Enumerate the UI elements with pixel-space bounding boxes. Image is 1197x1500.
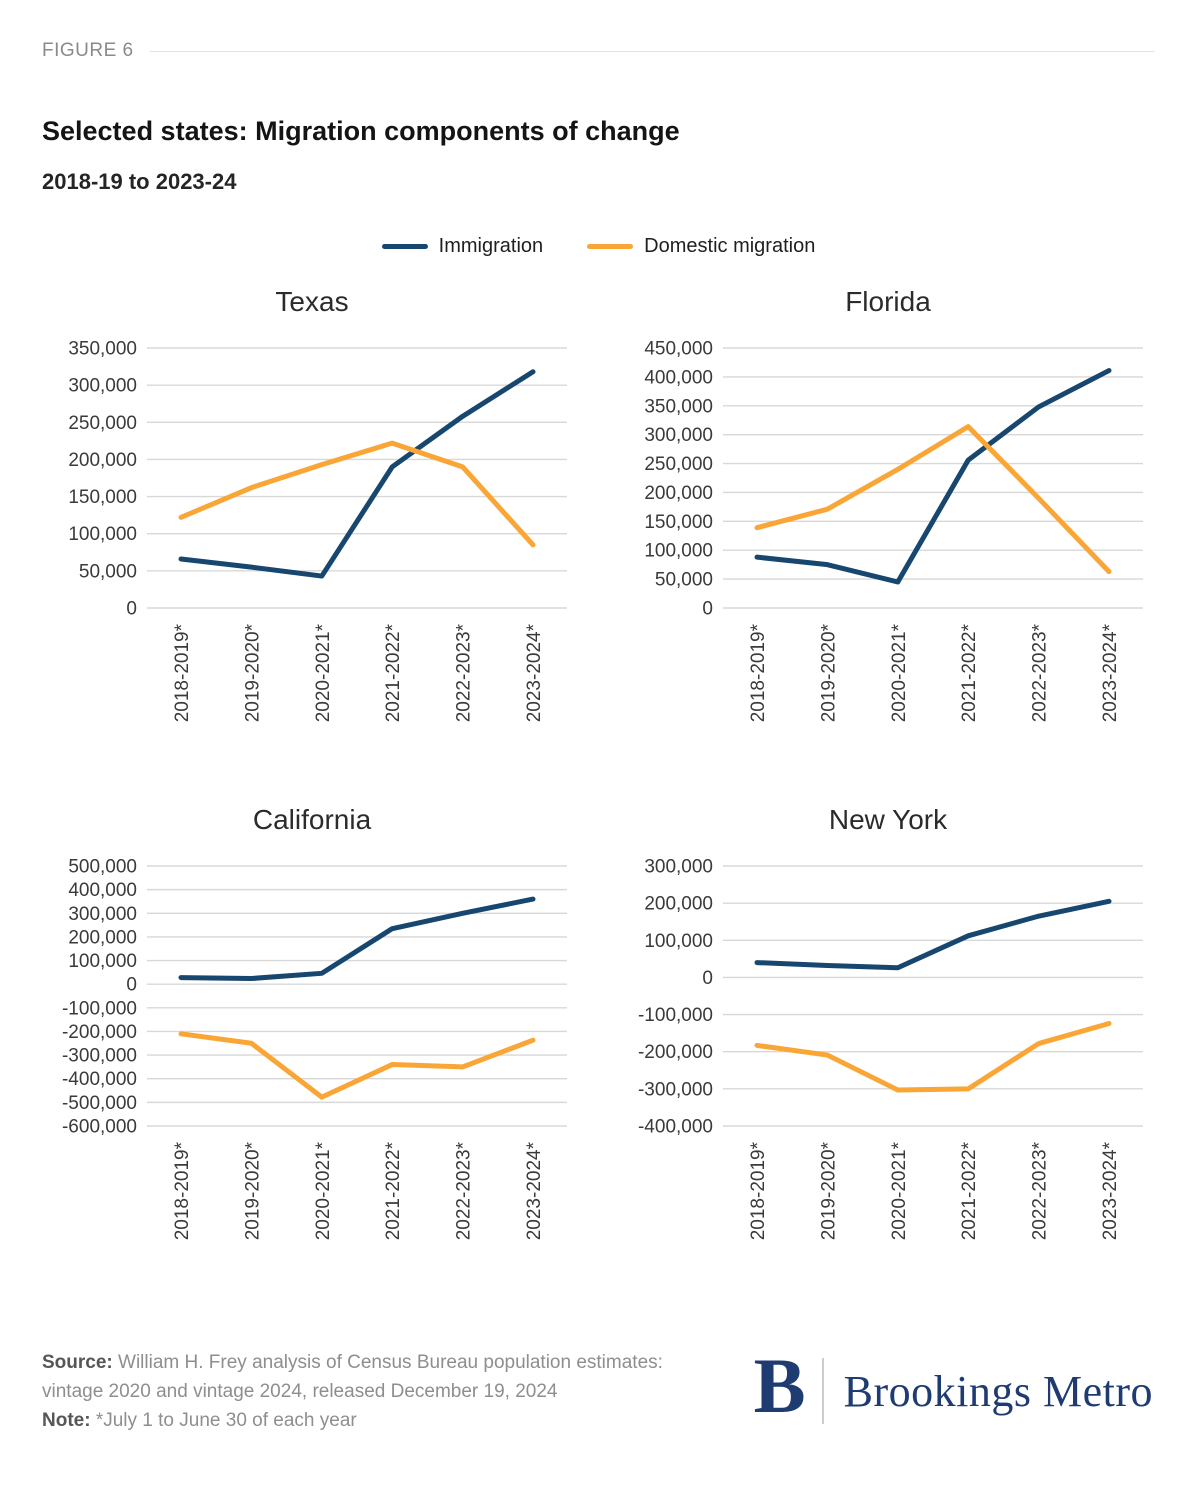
x-tick-label: 2020-2021* <box>312 1142 334 1241</box>
y-tick-label: -300,000 <box>637 1079 713 1101</box>
x-tick-label: 2022-2023* <box>1029 1142 1051 1241</box>
series-line-immigration <box>181 899 533 978</box>
series-line-domestic-migration <box>181 1034 533 1097</box>
line-chart-florida <box>618 334 1158 738</box>
y-tick-label: 200,000 <box>68 449 137 471</box>
x-tick-label: 2021-2022* <box>383 1142 405 1241</box>
chart-california <box>42 804 582 1256</box>
y-tick-label: -200,000 <box>637 1042 713 1064</box>
y-tick-label: 250,000 <box>644 454 713 476</box>
chart-florida <box>618 286 1158 738</box>
y-tick-label: 300,000 <box>68 375 137 397</box>
series-line-domestic-migration <box>181 443 533 545</box>
x-tick-label: 2020-2021* <box>312 624 334 723</box>
y-tick-label: 0 <box>702 598 713 620</box>
chart-texas <box>42 286 582 738</box>
y-tick-label: 100,000 <box>68 524 137 546</box>
y-tick-label: 250,000 <box>68 412 137 434</box>
x-tick-label: 2019-2020* <box>242 1142 264 1241</box>
y-tick-label: 300,000 <box>644 425 713 447</box>
series-line-domestic-migration <box>757 1023 1109 1089</box>
page-subtitle: 2018-19 to 2023-24 <box>42 169 237 194</box>
figure-label: FIGURE 6 <box>42 40 134 61</box>
x-tick-label: 2022-2023* <box>453 1142 475 1241</box>
y-tick-label: 400,000 <box>68 880 137 902</box>
logo-divider <box>822 1358 824 1424</box>
chart-title-texas: Texas <box>275 286 349 317</box>
y-tick-label: 450,000 <box>644 338 713 360</box>
chart-title-california: California <box>252 804 372 835</box>
y-tick-label: 200,000 <box>68 927 137 949</box>
x-tick-label: 2018-2019* <box>172 624 193 723</box>
source-text: William H. Frey analysis of Census Bureau population estimates: vintage 2020 and vintage 2024, released December 19, 2024 <box>42 1352 663 1402</box>
y-tick-label: 50,000 <box>654 569 713 591</box>
x-tick-label: 2023-2024* <box>1100 624 1121 723</box>
y-tick-label: 300,000 <box>68 903 137 925</box>
y-tick-label: 350,000 <box>644 396 713 418</box>
y-tick-label: 100,000 <box>68 951 137 973</box>
header-divider <box>150 51 1155 52</box>
y-tick-label: -500,000 <box>61 1092 137 1114</box>
series-line-immigration <box>181 372 533 576</box>
x-tick-label: 2018-2019* <box>748 624 769 723</box>
legend-label-immigration: Immigration <box>438 235 544 257</box>
legend-item-immigration <box>382 235 543 258</box>
legend-label-domestic-migration: Domestic migration <box>644 235 816 257</box>
y-tick-label: 0 <box>126 598 137 620</box>
line-chart-new-york <box>618 852 1158 1256</box>
y-tick-label: 150,000 <box>68 487 137 509</box>
y-tick-label: -100,000 <box>637 1005 713 1027</box>
brookings-metro-logo <box>753 1342 1153 1429</box>
x-tick-label: 2018-2019* <box>748 1142 769 1241</box>
source-notes <box>42 1348 722 1435</box>
x-tick-label: 2021-2022* <box>959 624 981 723</box>
note-label: Note: <box>42 1410 91 1431</box>
legend-item-domestic-migration <box>587 235 815 258</box>
chart-title-florida: Florida <box>845 286 931 317</box>
charts-grid <box>42 286 1155 1256</box>
x-tick-label: 2018-2019* <box>172 1142 193 1241</box>
figure-label-row <box>42 40 1155 62</box>
y-tick-label: 500,000 <box>68 856 137 878</box>
y-tick-label: -600,000 <box>61 1116 137 1138</box>
chart-new-york <box>618 804 1158 1256</box>
y-tick-label: -400,000 <box>637 1116 713 1138</box>
legend-swatch-immigration <box>382 244 428 249</box>
note-text: *July 1 to June 30 of each year <box>95 1410 357 1431</box>
y-tick-label: 100,000 <box>644 540 713 562</box>
x-tick-label: 2023-2024* <box>524 1142 545 1241</box>
x-tick-label: 2021-2022* <box>959 1142 981 1241</box>
x-tick-label: 2019-2020* <box>818 624 840 723</box>
x-tick-label: 2023-2024* <box>1100 1142 1121 1241</box>
y-tick-label: 100,000 <box>644 930 713 952</box>
x-tick-label: 2023-2024* <box>524 624 545 723</box>
y-tick-label: 0 <box>126 974 137 996</box>
y-tick-label: -200,000 <box>61 1021 137 1043</box>
x-tick-label: 2022-2023* <box>453 624 475 723</box>
chart-legend <box>42 235 1155 258</box>
x-tick-label: 2022-2023* <box>1029 624 1051 723</box>
x-tick-label: 2020-2021* <box>888 1142 910 1241</box>
page-title: Selected states: Migration components of change <box>42 116 680 146</box>
legend-swatch-domestic-migration <box>587 244 633 249</box>
x-tick-label: 2019-2020* <box>242 624 264 723</box>
y-tick-label: 0 <box>702 967 713 989</box>
x-tick-label: 2020-2021* <box>888 624 910 723</box>
source-label: Source: <box>42 1352 113 1373</box>
figure-header <box>42 40 1155 195</box>
y-tick-label: 200,000 <box>644 893 713 915</box>
chart-title-new-york: New York <box>828 804 948 835</box>
y-tick-label: 200,000 <box>644 482 713 504</box>
y-tick-label: 300,000 <box>644 856 713 878</box>
y-tick-label: 400,000 <box>644 367 713 389</box>
y-tick-label: -400,000 <box>61 1069 137 1091</box>
line-chart-texas <box>42 334 582 738</box>
x-tick-label: 2021-2022* <box>383 624 405 723</box>
y-tick-label: 150,000 <box>644 511 713 533</box>
note-line <box>42 1406 722 1435</box>
series-line-immigration <box>757 901 1109 967</box>
line-chart-california <box>42 852 582 1256</box>
y-tick-label: -300,000 <box>61 1045 137 1067</box>
figure-footer <box>42 1342 1155 1435</box>
brookings-metro-wordmark: Brookings Metro <box>843 1366 1153 1416</box>
y-tick-label: 350,000 <box>68 338 137 360</box>
x-tick-label: 2019-2020* <box>818 1142 840 1241</box>
brookings-b-logo: B <box>753 1342 806 1429</box>
y-tick-label: 50,000 <box>78 561 137 583</box>
source-line <box>42 1348 722 1406</box>
y-tick-label: -100,000 <box>61 998 137 1020</box>
